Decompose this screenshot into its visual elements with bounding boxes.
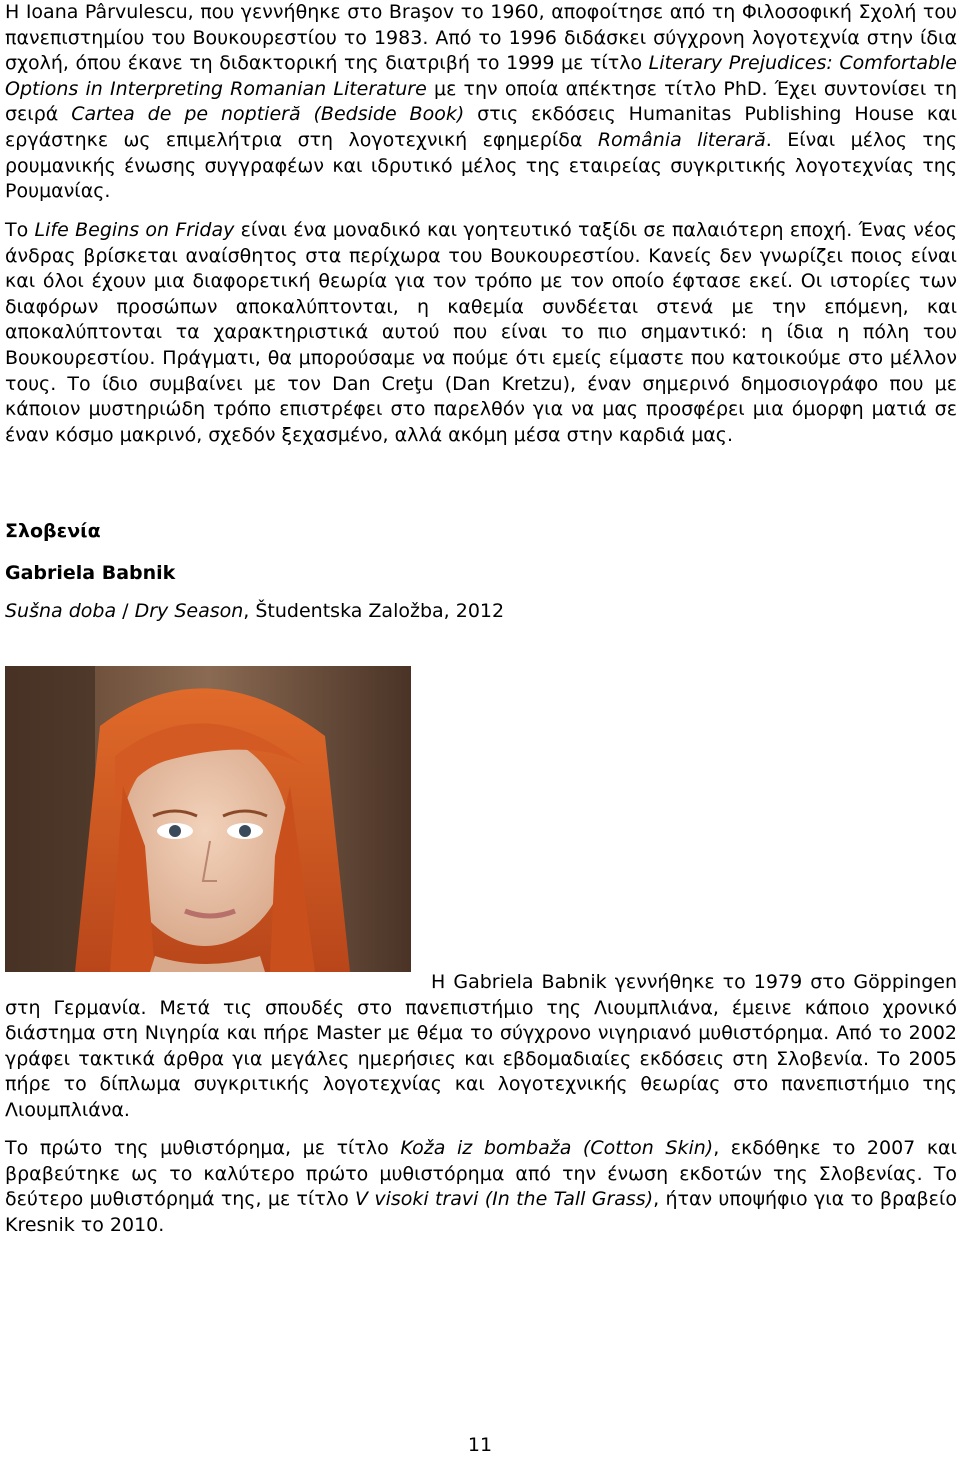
text-run: , ήταν υποψήφιο για το βραβείο Kresnik το 2010.	[5, 1188, 957, 1236]
author-portrait-photo	[5, 666, 411, 972]
text-run: Η Gabriela Babnik γεννήθηκε το 1979 στο Göppingen στη Γερμανία. Μετά τις σπουδές στο πανεπιστήμιο της Λιουμπλιάνα, έμεινε κάποιο χρονικό διάστημα στη Νιγηρία και πήρε Master με θέμα το σύγχρονο νιγηριανό μυθιστόρημα. Από το 2002 γράφει τακτικά άρθρα για μεγάλες ημερήσιες και εβδομαδιαίες εκδόσεις στη Σλοβενία. Το 2005 πήρε το δίπλωμα συγκριτικής λογοτεχνίας και λογοτεχνικής θεωρίας στο πανεπιστήμιο της Λιουμπλιάνα.	[5, 971, 957, 1121]
italic-title: V visoki travi (In the Tall Grass)	[355, 1188, 654, 1211]
book-citation	[5, 600, 504, 622]
text-run: με την οποία απέκτησε τίτλο PhD. Έχει συντονίσει τη σειρά	[5, 77, 957, 126]
separator: /	[116, 600, 135, 622]
text-run: στις εκδόσεις Humanitas Publishing House και εργάστηκε ως επιμελήτρια στη λογοτεχνική εφημερίδα	[5, 103, 957, 151]
novels-paragraph	[5, 1136, 957, 1238]
biography-paragraph-babnik	[5, 970, 957, 1124]
text-run: Το πρώτο της μυθιστόρημα, με τίτλο	[5, 1137, 401, 1159]
biography-paragraph-parvulescu	[5, 0, 957, 205]
publisher-year: , Študentska Založba, 2012	[243, 600, 505, 622]
book-title-original: Sušna doba	[5, 600, 117, 622]
text-run: Το	[5, 219, 35, 241]
country-heading: Σλοβενία	[5, 520, 101, 542]
italic-title: Koža iz bombaža (Cotton Skin)	[400, 1137, 714, 1159]
book-summary-paragraph	[5, 218, 957, 448]
text-run: , εκδόθηκε το 2007 και βραβεύτηκε ως το καλύτερο πρώτο μυθιστόρημα από την ένωση εκδοτών της Σλοβενίας. Το δεύτερο μυθιστόρημά της, με τίτλο	[5, 1137, 957, 1211]
portrait-illustration	[5, 666, 411, 972]
text-run: Η Ioana Pârvulescu, που γεννήθηκε στο Braşov το 1960, αποφοίτησε από τη Φιλοσοφική Σχολή του πανεπιστημίου του Βουκουρεστίου το 1983. Από το 1996 διδάσκει σύγχρονη λογοτεχνία στην ίδια σχολή, όπου έκανε τη διδακτορική της διατριβή το 1999 με τίτλο	[5, 1, 957, 75]
italic-title: Life Begins on Friday	[34, 219, 235, 241]
text-run: . Είναι μέλος της ρουμανικής ένωσης συγγραφέων και ιδρυτικό μέλος της εταιρείας συγκριτικής λογοτεχνίας της Ρουμανίας.	[5, 128, 958, 203]
text-run: είναι ένα μοναδικό και γοητευτικό ταξίδι σε παλαιότερη εποχή. Ένας νέος άνδρας βρίσκεται αναίσθητος στα περίχωρα του Βουκουρεστίου. Κανείς δεν γνωρίζει ποιος είναι και όλοι έχουν μια διαφορετική θεωρία για τον τρόπο με τον οποίο έφτασε εκεί. Οι ιστορίες των διαφόρων προσώπων αποκαλύπτονται, η καθεμία συνδέεται στενά με την επόμενη, και αποκαλύπτονται τα χαρακτηριστικά αυτού που είναι το πιο σημαντικό: η ίδια η πόλη του Βουκουρεστίου. Πράγματι, θα μπορούσαμε να πούμε ότι εμείς είμαστε που κατοικούμε στο μέλλον τους. Το ίδιο συμβαίνει με τον Dan Creţu (Dan Kretzu), έναν σημερινό δημοσιογράφο που με κάποιον μυστηριώδη τρόπο επιστρέφει στο παρελθόν για να μας προσφέρει μια όμορφη ματιά σε έναν κόσμο μακρινό, σχεδόν ξεχασμένο, αλλά ακόμη μέσα στην καρδιά μας.	[5, 219, 957, 446]
italic-title: România literară	[597, 128, 766, 151]
author-heading: Gabriela Babnik	[5, 562, 176, 584]
italic-title: Literary Prejudices: Comfortable Options in Interpreting Romanian Literature	[5, 52, 957, 100]
book-title-english: Dry Season	[134, 600, 244, 622]
italic-title: Cartea de pe noptieră (Bedside Book)	[71, 103, 465, 126]
page-number: 11	[467, 1434, 493, 1456]
